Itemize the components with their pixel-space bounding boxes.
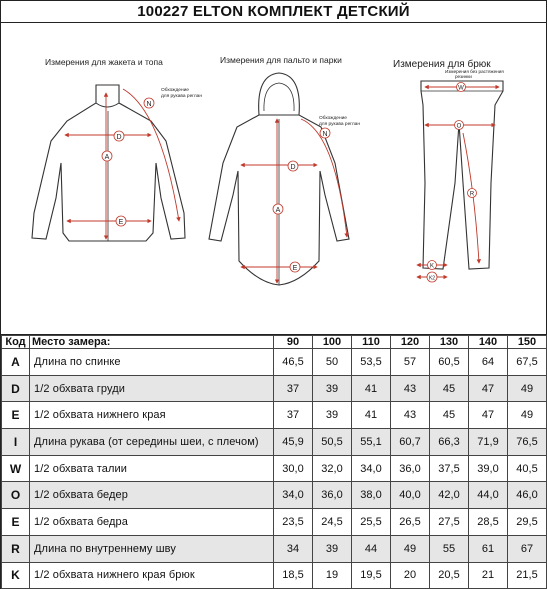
row-value: 46,5: [274, 349, 313, 376]
row-value: 39: [313, 402, 352, 429]
size-table: [1, 335, 547, 589]
header-size: 110: [352, 336, 391, 349]
row-value: 47: [469, 375, 508, 402]
row-code: E: [2, 402, 30, 429]
coat-marker-n: N: [322, 131, 328, 138]
table-row: [2, 535, 547, 562]
row-value: 67: [508, 535, 547, 562]
coat-note-1: Обхождение: [319, 116, 347, 121]
row-code: I: [2, 429, 30, 456]
row-value: 76,5: [508, 429, 547, 456]
row-value: 21: [469, 562, 508, 589]
row-code: E: [2, 509, 30, 536]
row-label: 1/2 обхвата нижнего края брюк: [30, 562, 274, 589]
row-code: W: [2, 455, 30, 482]
row-value: 37: [274, 375, 313, 402]
row-value: 60,7: [391, 429, 430, 456]
row-value: 37,5: [430, 455, 469, 482]
coat-hood: [259, 73, 300, 115]
row-value: 39: [313, 535, 352, 562]
row-label: 1/2 обхвата груди: [30, 375, 274, 402]
row-label: Длина рукава (от середины шеи, с плечом): [30, 429, 274, 456]
row-value: 39,0: [469, 455, 508, 482]
row-code: O: [2, 482, 30, 509]
pants-outline: [421, 81, 503, 269]
row-value: 40,0: [391, 482, 430, 509]
row-value: 43: [391, 375, 430, 402]
row-value: 49: [391, 535, 430, 562]
header-size: 130: [430, 336, 469, 349]
table-row: [2, 349, 547, 376]
row-value: 55,1: [352, 429, 391, 456]
jacket-note-2: для рукава реглан: [161, 94, 203, 99]
jacket-note-1: Обхождение: [161, 88, 189, 93]
row-value: 49: [508, 402, 547, 429]
table-row: [2, 429, 547, 456]
row-value: 18,5: [274, 562, 313, 589]
pants-note-2: резинки: [455, 74, 472, 79]
pants-inseam-line: [463, 133, 479, 263]
row-label: Длина по спинке: [30, 349, 274, 376]
row-value: 66,3: [430, 429, 469, 456]
row-value: 20,5: [430, 562, 469, 589]
measurement-diagram: [1, 23, 546, 335]
jacket-caption: Измерения для жакета и топа: [45, 57, 163, 67]
row-value: 39: [313, 375, 352, 402]
row-value: 61: [469, 535, 508, 562]
row-value: 26,5: [391, 509, 430, 536]
header-place: Место замера:: [30, 336, 274, 349]
row-label: 1/2 обхвата нижнего края: [30, 402, 274, 429]
row-value: 44,0: [469, 482, 508, 509]
garment-sketches: [1, 23, 546, 335]
row-value: 19,5: [352, 562, 391, 589]
row-value: 32,0: [313, 455, 352, 482]
jacket-marker-e: E: [118, 219, 124, 226]
row-value: 38,0: [352, 482, 391, 509]
row-label: 1/2 обхвата талии: [30, 455, 274, 482]
row-value: 45,9: [274, 429, 313, 456]
pants-marker-r: R: [469, 191, 475, 198]
jacket-sleeve-line: [123, 89, 179, 221]
row-value: 30,0: [274, 455, 313, 482]
row-value: 57: [391, 349, 430, 376]
row-label: 1/2 обхвата бедра: [30, 509, 274, 536]
row-value: 53,5: [352, 349, 391, 376]
table-row: [2, 375, 547, 402]
row-code: D: [2, 375, 30, 402]
pants-sketch: [393, 58, 504, 282]
pants-marker-w: W: [458, 85, 464, 92]
row-value: 34: [274, 535, 313, 562]
row-value: 23,5: [274, 509, 313, 536]
table-row: [2, 562, 547, 589]
row-value: 29,5: [508, 509, 547, 536]
row-value: 24,5: [313, 509, 352, 536]
row-value: 42,0: [430, 482, 469, 509]
row-value: 60,5: [430, 349, 469, 376]
coat-marker-d: D: [290, 164, 296, 171]
coat-sketch: [209, 55, 360, 285]
row-value: 41: [352, 375, 391, 402]
page-title: 100227 ELTON КОМПЛЕКТ ДЕТСКИЙ: [1, 1, 546, 23]
header-size: 140: [469, 336, 508, 349]
jacket-sketch: [32, 57, 202, 241]
row-value: 64: [469, 349, 508, 376]
row-label: 1/2 обхвата бедер: [30, 482, 274, 509]
row-value: 34,0: [274, 482, 313, 509]
row-value: 21,5: [508, 562, 547, 589]
row-value: 71,9: [469, 429, 508, 456]
jacket-outline: [32, 85, 185, 241]
row-code: A: [2, 349, 30, 376]
pants-marker-k2: K2: [428, 275, 436, 282]
pants-marker-o: O: [456, 123, 462, 130]
coat-note-2: для рукава реглан: [319, 122, 361, 127]
jacket-collar: [96, 85, 119, 107]
coat-marker-a: A: [275, 207, 281, 214]
row-value: 36,0: [391, 455, 430, 482]
row-value: 19: [313, 562, 352, 589]
row-value: 55: [430, 535, 469, 562]
row-value: 45: [430, 375, 469, 402]
pants-caption: Измерения для брюк: [393, 59, 491, 70]
size-table-header: [2, 336, 547, 349]
row-value: 45: [430, 402, 469, 429]
coat-hood-inner: [264, 83, 294, 111]
table-row: [2, 402, 547, 429]
row-value: 50: [313, 349, 352, 376]
row-value: 50,5: [313, 429, 352, 456]
jacket-marker-d: D: [116, 134, 122, 141]
row-value: 47: [469, 402, 508, 429]
header-size: 150: [508, 336, 547, 349]
row-value: 44: [352, 535, 391, 562]
pants-note-1: Измерения без растяжения: [445, 69, 504, 74]
header-size: 90: [274, 336, 313, 349]
row-value: 41: [352, 402, 391, 429]
row-value: 36,0: [313, 482, 352, 509]
pants-marker-k: K: [429, 263, 435, 270]
row-value: 25,5: [352, 509, 391, 536]
row-value: 27,5: [430, 509, 469, 536]
row-value: 20: [391, 562, 430, 589]
table-row: [2, 509, 547, 536]
row-code: R: [2, 535, 30, 562]
header-code: Код: [2, 336, 30, 349]
row-value: 49: [508, 375, 547, 402]
row-value: 40,5: [508, 455, 547, 482]
row-code: K: [2, 562, 30, 589]
table-row: [2, 455, 547, 482]
row-label: Длина по внутреннему шву: [30, 535, 274, 562]
header-size: 100: [313, 336, 352, 349]
jacket-marker-n: N: [146, 101, 152, 108]
coat-caption: Измерения для пальто и парки: [220, 55, 342, 65]
row-value: 67,5: [508, 349, 547, 376]
header-size: 120: [391, 336, 430, 349]
row-value: 46,0: [508, 482, 547, 509]
row-value: 37: [274, 402, 313, 429]
coat-marker-e: E: [292, 265, 298, 272]
row-value: 28,5: [469, 509, 508, 536]
jacket-marker-a: A: [104, 154, 110, 161]
row-value: 34,0: [352, 455, 391, 482]
table-row: [2, 482, 547, 509]
row-value: 43: [391, 402, 430, 429]
